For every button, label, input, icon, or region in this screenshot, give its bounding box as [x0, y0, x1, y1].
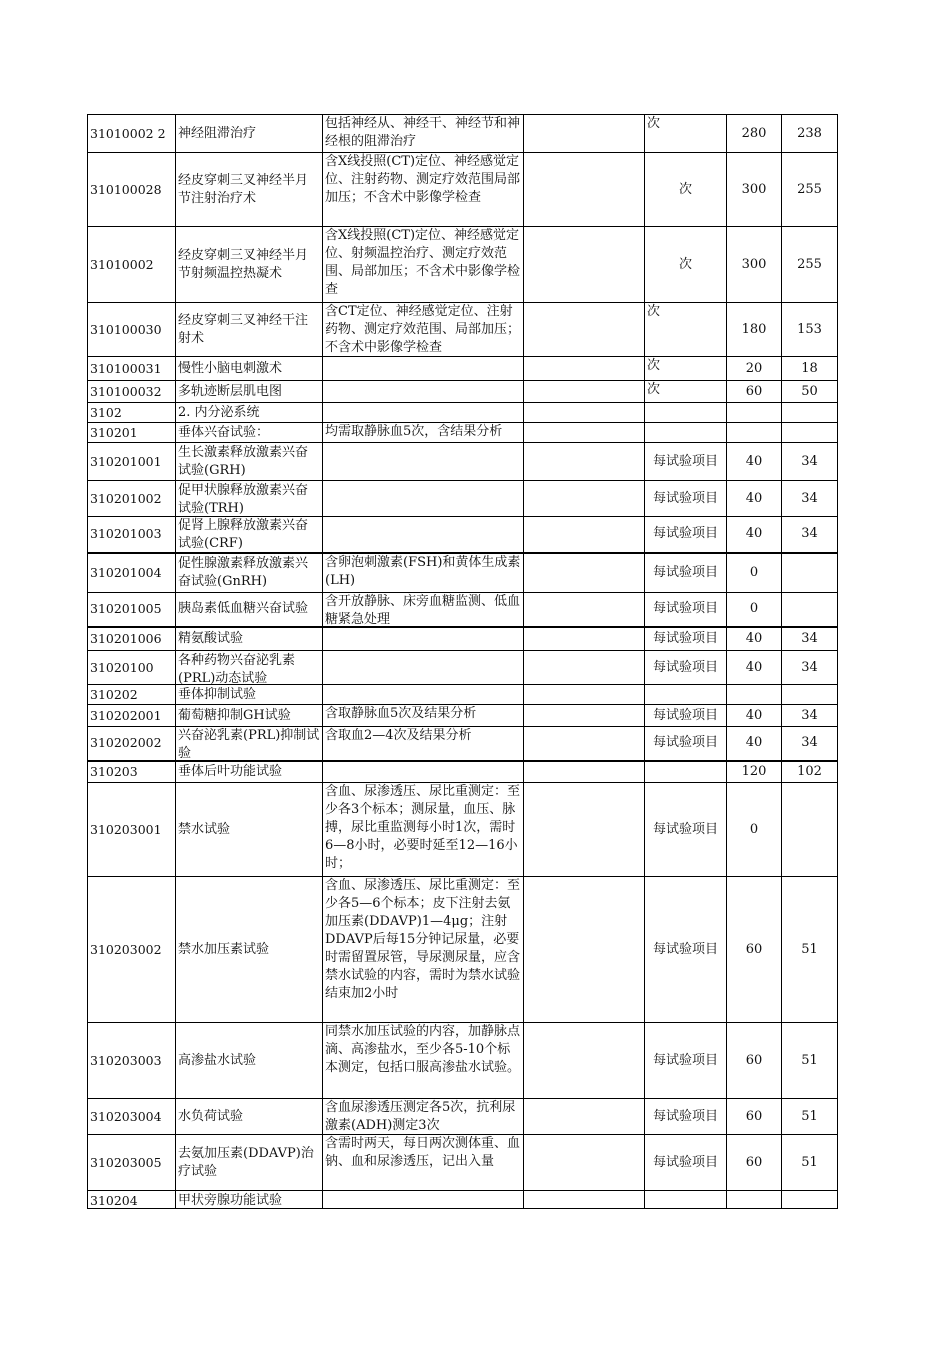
adjusted-price-cell	[782, 403, 838, 423]
item-description-cell: 含血、尿渗透压、尿比重测定：至少各3个标本；测尿量，血压、脉搏，尿比重监测每小时1次，需时6—8小时，必要时延至12—16小时；	[323, 783, 524, 877]
adjusted-price-cell	[782, 1191, 838, 1209]
empty-cell	[524, 381, 645, 403]
item-name-cell: 垂体兴奋试验：	[176, 423, 323, 443]
item-description-cell	[323, 685, 524, 705]
table-row	[88, 877, 838, 1023]
item-name-cell: 垂体后叶功能试验	[176, 761, 323, 783]
adjusted-price-cell: 34	[782, 517, 838, 553]
unit-cell: 次	[645, 115, 727, 153]
empty-cell	[524, 553, 645, 593]
item-description-cell: 含血尿渗透压测定各5次，抗利尿激素(ADH)测定3次	[323, 1099, 524, 1135]
empty-cell	[524, 705, 645, 727]
unit-cell: 每试验项目	[645, 705, 727, 727]
price-cell: 40	[727, 481, 782, 517]
table-row	[88, 517, 838, 553]
unit-cell: 每试验项目	[645, 783, 727, 877]
item-code-cell: 310100032	[88, 381, 176, 403]
item-code-cell: 31010002	[88, 227, 176, 303]
table-row	[88, 1135, 838, 1191]
table-row	[88, 1099, 838, 1135]
item-code-cell: 310201002	[88, 481, 176, 517]
price-cell	[727, 423, 782, 443]
table-row	[88, 761, 838, 783]
item-name-cell: 各种药物兴奋泌乳素(PRL)动态试验	[176, 651, 323, 685]
empty-cell	[524, 1135, 645, 1191]
item-description-cell	[323, 403, 524, 423]
empty-cell	[524, 115, 645, 153]
item-code-cell: 31020100	[88, 651, 176, 685]
item-code-cell: 3102	[88, 403, 176, 423]
item-description-cell: 含取血2—4次及结果分析	[323, 727, 524, 761]
item-code-cell: 310204	[88, 1191, 176, 1209]
empty-cell	[524, 153, 645, 227]
item-description-cell: 含需时两天，每日两次测体重、血钠、血和尿渗透压，记出入量	[323, 1135, 524, 1191]
unit-cell: 次	[645, 357, 727, 381]
price-cell: 120	[727, 761, 782, 783]
empty-cell	[524, 651, 645, 685]
adjusted-price-cell: 51	[782, 1023, 838, 1099]
adjusted-price-cell	[782, 783, 838, 877]
empty-cell	[524, 303, 645, 357]
adjusted-price-cell: 34	[782, 443, 838, 481]
item-description-cell	[323, 443, 524, 481]
item-name-cell: 胰岛素低血糖兴奋试验	[176, 593, 323, 627]
price-cell: 280	[727, 115, 782, 153]
empty-cell	[524, 403, 645, 423]
unit-cell: 次	[645, 153, 727, 227]
unit-cell: 每试验项目	[645, 627, 727, 651]
empty-cell	[524, 1099, 645, 1135]
price-cell: 40	[727, 705, 782, 727]
price-cell: 180	[727, 303, 782, 357]
price-cell: 300	[727, 153, 782, 227]
item-description-cell: 同禁水加压试验的内容，加静脉点滴、高渗盐水，至少各5-10个标本测定，包括口服高渗盐水试验。	[323, 1023, 524, 1099]
table-row	[88, 403, 838, 423]
item-description-cell: 含卵泡刺激素(FSH)和黄体生成素(LH)	[323, 553, 524, 593]
item-code-cell: 310203003	[88, 1023, 176, 1099]
unit-cell	[645, 761, 727, 783]
table-row	[88, 443, 838, 481]
item-code-cell: 310202001	[88, 705, 176, 727]
price-cell: 40	[727, 517, 782, 553]
item-code-cell: 310203001	[88, 783, 176, 877]
unit-cell: 次	[645, 303, 727, 357]
item-name-cell: 精氨酸试验	[176, 627, 323, 651]
unit-cell: 每试验项目	[645, 517, 727, 553]
adjusted-price-cell: 153	[782, 303, 838, 357]
item-name-cell: 垂体抑制试验	[176, 685, 323, 705]
item-description-cell: 包括神经从、神经干、神经节和神经根的阻滞治疗	[323, 115, 524, 153]
item-description-cell	[323, 651, 524, 685]
adjusted-price-cell: 102	[782, 761, 838, 783]
price-cell	[727, 1191, 782, 1209]
adjusted-price-cell: 18	[782, 357, 838, 381]
item-name-cell: 促肾上腺释放激素兴奋试验(CRF)	[176, 517, 323, 553]
price-cell: 60	[727, 1023, 782, 1099]
adjusted-price-cell	[782, 685, 838, 705]
table-row	[88, 705, 838, 727]
adjusted-price-cell: 51	[782, 1135, 838, 1191]
item-description-cell: 含X线投照(CT)定位、神经感觉定位、注射药物、测定疗效范围局部加压；不含术中影像学检查	[323, 153, 524, 227]
item-description-cell	[323, 381, 524, 403]
item-name-cell: 禁水加压素试验	[176, 877, 323, 1023]
item-description-cell: 含X线投照(CT)定位、神经感觉定位、射频温控治疗、测定疗效范围、局部加压；不含术中影像学检查	[323, 227, 524, 303]
unit-cell: 每试验项目	[645, 727, 727, 761]
price-cell: 40	[727, 651, 782, 685]
item-name-cell: 经皮穿刺三叉神经半月节注射治疗术	[176, 153, 323, 227]
item-description-cell: 含CT定位、神经感觉定位、注射药物、测定疗效范围、局部加压；不含术中影像学检查	[323, 303, 524, 357]
item-name-cell: 经皮穿刺三叉神经干注射术	[176, 303, 323, 357]
empty-cell	[524, 761, 645, 783]
price-cell: 60	[727, 1135, 782, 1191]
item-description-cell: 含取静脉血5次及结果分析	[323, 705, 524, 727]
item-description-cell	[323, 1191, 524, 1209]
empty-cell	[524, 517, 645, 553]
table-row	[88, 685, 838, 705]
adjusted-price-cell	[782, 593, 838, 627]
unit-cell: 每试验项目	[645, 1023, 727, 1099]
price-cell: 20	[727, 357, 782, 381]
empty-cell	[524, 593, 645, 627]
unit-cell: 次	[645, 381, 727, 403]
price-cell: 40	[727, 627, 782, 651]
adjusted-price-cell: 34	[782, 627, 838, 651]
item-code-cell: 31010002 2	[88, 115, 176, 153]
empty-cell	[524, 783, 645, 877]
unit-cell	[645, 685, 727, 705]
table-row	[88, 227, 838, 303]
table-row	[88, 381, 838, 403]
empty-cell	[524, 727, 645, 761]
item-name-cell: 禁水试验	[176, 783, 323, 877]
adjusted-price-cell: 255	[782, 153, 838, 227]
empty-cell	[524, 627, 645, 651]
price-cell: 40	[727, 727, 782, 761]
price-cell: 40	[727, 443, 782, 481]
empty-cell	[524, 1191, 645, 1209]
unit-cell: 每试验项目	[645, 1135, 727, 1191]
table-row	[88, 423, 838, 443]
item-code-cell: 310201006	[88, 627, 176, 651]
item-code-cell: 310201004	[88, 553, 176, 593]
item-code-cell: 310100031	[88, 357, 176, 381]
unit-cell	[645, 1191, 727, 1209]
unit-cell: 每试验项目	[645, 1099, 727, 1135]
unit-cell: 每试验项目	[645, 593, 727, 627]
table-row	[88, 627, 838, 651]
table-row	[88, 651, 838, 685]
adjusted-price-cell	[782, 553, 838, 593]
price-cell: 0	[727, 593, 782, 627]
price-cell: 0	[727, 783, 782, 877]
empty-cell	[524, 423, 645, 443]
item-code-cell: 310203	[88, 761, 176, 783]
price-cell: 60	[727, 877, 782, 1023]
item-name-cell: 多轨迹断层肌电图	[176, 381, 323, 403]
item-code-cell: 310201001	[88, 443, 176, 481]
adjusted-price-cell: 51	[782, 1099, 838, 1135]
empty-cell	[524, 481, 645, 517]
table-row	[88, 553, 838, 593]
unit-cell: 每试验项目	[645, 651, 727, 685]
item-name-cell: 葡萄糖抑制GH试验	[176, 705, 323, 727]
item-name-cell: 促甲状腺释放激素兴奋试验(TRH)	[176, 481, 323, 517]
unit-cell: 每试验项目	[645, 443, 727, 481]
empty-cell	[524, 1023, 645, 1099]
table-row	[88, 153, 838, 227]
adjusted-price-cell: 34	[782, 651, 838, 685]
item-description-cell: 含开放静脉、床旁血糖监测、低血糖紧急处理	[323, 593, 524, 627]
adjusted-price-cell: 238	[782, 115, 838, 153]
item-name-cell: 甲状旁腺功能试验	[176, 1191, 323, 1209]
table-row	[88, 303, 838, 357]
adjusted-price-cell: 34	[782, 727, 838, 761]
item-name-cell: 高渗盐水试验	[176, 1023, 323, 1099]
item-name-cell: 去氨加压素(DDAVP)治疗试验	[176, 1135, 323, 1191]
item-code-cell: 310100030	[88, 303, 176, 357]
table-row	[88, 727, 838, 761]
adjusted-price-cell: 34	[782, 705, 838, 727]
item-name-cell: 促性腺激素释放激素兴奋试验(GnRH)	[176, 553, 323, 593]
empty-cell	[524, 357, 645, 381]
item-description-cell	[323, 357, 524, 381]
item-name-cell: 经皮穿刺三叉神经半月节射频温控热凝术	[176, 227, 323, 303]
unit-cell: 每试验项目	[645, 553, 727, 593]
item-code-cell: 310201005	[88, 593, 176, 627]
item-code-cell: 310203002	[88, 877, 176, 1023]
item-code-cell: 310201003	[88, 517, 176, 553]
item-code-cell: 310201	[88, 423, 176, 443]
unit-cell	[645, 403, 727, 423]
item-description-cell	[323, 517, 524, 553]
adjusted-price-cell: 34	[782, 481, 838, 517]
item-name-cell: 兴奋泌乳素(PRL)抑制试验	[176, 727, 323, 761]
unit-cell	[645, 423, 727, 443]
item-name-cell: 水负荷试验	[176, 1099, 323, 1135]
unit-cell: 次	[645, 227, 727, 303]
table-row	[88, 1191, 838, 1209]
item-code-cell: 310202	[88, 685, 176, 705]
item-description-cell	[323, 481, 524, 517]
adjusted-price-cell: 255	[782, 227, 838, 303]
item-description-cell	[323, 761, 524, 783]
unit-cell: 每试验项目	[645, 877, 727, 1023]
price-cell: 60	[727, 1099, 782, 1135]
item-description-cell	[323, 627, 524, 651]
item-code-cell: 310203005	[88, 1135, 176, 1191]
item-description-cell: 含血、尿渗透压、尿比重测定：至少各5—6个标本；皮下注射去氨加压素(DDAVP)1—4μg；注射DDAVP后每15分钟记尿量，必要时需留置尿管，导尿测尿量，应含禁水试验的内容，需时为禁水试验结束加2小时	[323, 877, 524, 1023]
item-code-cell: 310202002	[88, 727, 176, 761]
price-cell	[727, 403, 782, 423]
fee-schedule-table	[87, 114, 838, 1209]
item-description-cell: 均需取静脉血5次，含结果分析	[323, 423, 524, 443]
item-name-cell: 神经阻滞治疗	[176, 115, 323, 153]
item-name-cell: 慢性小脑电刺激术	[176, 357, 323, 381]
price-cell: 0	[727, 553, 782, 593]
item-name-cell: 生长激素释放激素兴奋试验(GRH)	[176, 443, 323, 481]
price-cell	[727, 685, 782, 705]
price-cell: 60	[727, 381, 782, 403]
table-row	[88, 1023, 838, 1099]
table-row	[88, 481, 838, 517]
empty-cell	[524, 443, 645, 481]
adjusted-price-cell: 51	[782, 877, 838, 1023]
table-row	[88, 593, 838, 627]
price-cell: 300	[727, 227, 782, 303]
item-name-cell: 2. 内分泌系统	[176, 403, 323, 423]
empty-cell	[524, 685, 645, 705]
table-row	[88, 357, 838, 381]
table-row	[88, 783, 838, 877]
empty-cell	[524, 877, 645, 1023]
item-code-cell: 310100028	[88, 153, 176, 227]
empty-cell	[524, 227, 645, 303]
adjusted-price-cell: 50	[782, 381, 838, 403]
unit-cell: 每试验项目	[645, 481, 727, 517]
adjusted-price-cell	[782, 423, 838, 443]
table-row	[88, 115, 838, 153]
item-code-cell: 310203004	[88, 1099, 176, 1135]
